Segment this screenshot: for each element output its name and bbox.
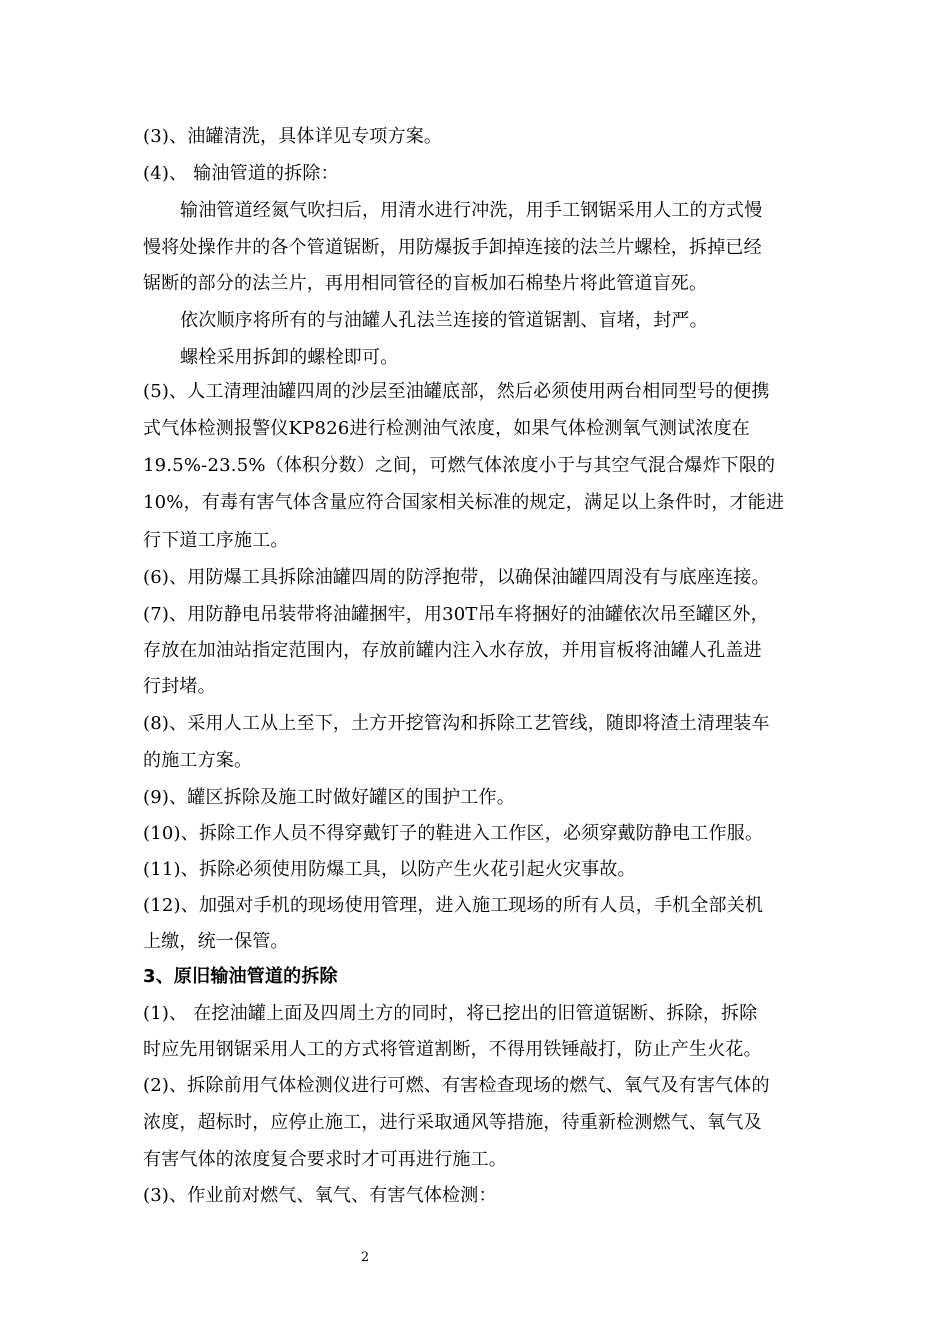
text-line: 存放在加油站指定范围内，存放前罐内注入水存放，并用盲板将油罐人孔盖进 — [143, 640, 762, 661]
text-line: 锯断的部分的法兰片，再用相同管径的盲板加石棉垫片将此管道盲死。 — [143, 273, 708, 294]
page-number: 2 — [360, 1250, 370, 1265]
text-line: (12)、加强对手机的现场使用管理，进入施工现场的所有人员，手机全部关机 — [143, 895, 764, 916]
text-line: 的施工方案。 — [143, 750, 253, 771]
text-line: (11)、拆除必须使用防爆工具，以防产生火花引起火灾事故。 — [143, 859, 636, 880]
text-line: 行下道工序施工。 — [143, 530, 289, 551]
text-line: 依次顺序将所有的与油罐人孔法兰连接的管道锯割、盲堵，封严。 — [180, 310, 708, 331]
text-line: 浓度，超标时，应停止施工，进行采取通风等措施，待重新检测燃气、氧气及 — [143, 1112, 762, 1133]
section-heading: 3、原旧输油管道的拆除 — [143, 966, 338, 987]
text-line: 螺栓采用拆卸的螺栓即可。 — [180, 347, 399, 368]
text-line: (6)、用防爆工具拆除油罐四周的防浮抱带，以确保油罐四周没有与底座连接。 — [143, 567, 770, 588]
text-line: 式气体检测报警仪KP826进行检测油气浓度，如果气体检测氧气测试浓度在 — [143, 418, 750, 439]
text-line: 上缴，统一保管。 — [143, 931, 289, 952]
text-line: 19.5%-23.5%（体积分数）之间，可燃气体浓度小于与其空气混合爆炸下限的 — [143, 455, 776, 476]
text-line: (1)、 在挖油罐上面及四周土方的同时，将已挖出的旧管道锯断、拆除，拆除 — [143, 1003, 758, 1024]
text-line: 时应先用钢锯采用人工的方式将管道割断，不得用铁锤敲打，防止产生火花。 — [143, 1039, 762, 1060]
text-line: 行封堵。 — [143, 676, 216, 697]
text-line: 慢将处操作井的各个管道锯断，用防爆扳手卸掉连接的法兰片螺栓，拆掉已经 — [143, 237, 762, 258]
text-line: 10%，有毒有害气体含量应符合国家相关标准的规定，满足以上条件时，才能进 — [143, 492, 785, 513]
text-line: 输油管道经氮气吹扫后，用清水进行冲洗，用手工钢锯采用人工的方式慢 — [180, 200, 763, 221]
text-line: (5)、人工清理油罐四周的沙层至油罐底部，然后必须使用两台相同型号的便携 — [143, 381, 770, 402]
text-line: (7)、用防静电吊装带将油罐捆牢，用30T吊车将捆好的油罐依次吊至罐区外， — [143, 604, 769, 625]
text-line: (10)、拆除工作人员不得穿戴钉子的鞋进入工作区，必须穿戴防静电工作服。 — [143, 823, 764, 844]
text-line: (8)、采用人工从上至下，土方开挖管沟和拆除工艺管线，随即将渣土清理装车 — [143, 713, 770, 734]
text-line: (9)、罐区拆除及施工时做好罐区的围护工作。 — [143, 787, 515, 808]
text-line: 有害气体的浓度复合要求时才可再进行施工。 — [143, 1149, 507, 1170]
text-line: (3)、油罐清洗，具体详见专项方案。 — [143, 126, 443, 147]
text-line: (4)、 输油管道的拆除： — [143, 163, 339, 184]
text-line: (3)、作业前对燃气、氧气、有害气体检测： — [143, 1185, 497, 1206]
text-line: (2)、拆除前用气体检测仪进行可燃、有害检查现场的燃气、氧气及有害气体的 — [143, 1075, 770, 1096]
